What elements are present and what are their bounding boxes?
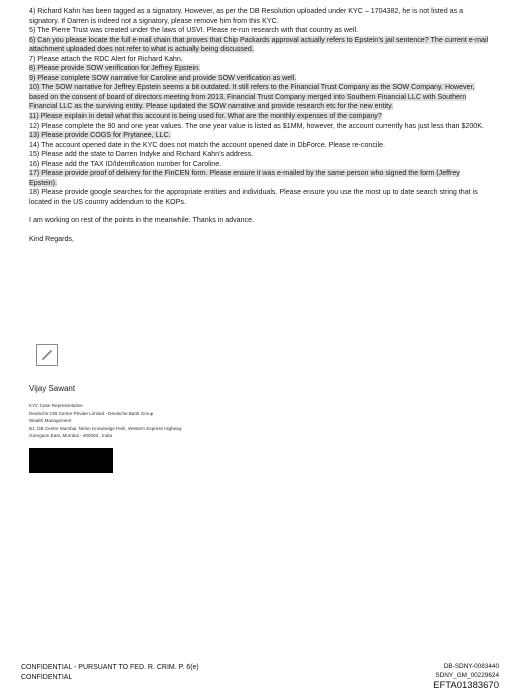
regards-line: Kind Regards, [29,235,74,244]
bates-number-efta: EFTA01383670 [433,680,499,692]
list-item-text: 16) Please add the TAX ID/Identification number for Caroline. [29,159,222,168]
list-item-text: 12) Please complete the 90 and one year values. The one year value is listed as $1MM, however, the account currently has just less than $200K. [29,121,484,130]
email-body [29,7,489,245]
list-item [29,160,489,170]
list-item [29,74,489,84]
list-item [29,64,489,74]
signature-address-2: Goregaon East, Mumbai - 400063 , India [29,433,112,439]
signature-details [29,402,182,440]
signature-company: Deutsche CIB Centre Private Limited - Deutsche Bank Group [29,410,154,416]
list-item-text: 18) Please provide google searches for the appropriate entities and individuals. Please ensure you use the most up to date search string that is located in the US country addendum to the KOPs. [29,188,478,206]
list-item-text: 4) Richard Kahn has been tagged as a signatory. However, as per the DB Resolution uploaded under KYC – 1704382, he is not listed as a signatory. If Darren is indeed not a signatory, please remove him from this KYC. [29,7,464,25]
list-item-text: 17) Please provide proof of delivery for the FinCEN form. Please ensure it was e-mailed by the same person who signed the form (Jeffrey Epstein). [29,169,460,187]
list-item [29,26,489,36]
bates-number-db: DB-SDNY-0083440 [443,663,499,670]
kyc-comment-list [29,7,489,207]
list-item [29,7,489,26]
list-item-text: 15) Please add the state to Darren Indyke and Richard Kahn’s address. [29,150,254,159]
closing-note: I am working on rest of the points in the meanwhile. Thanks in advance. [29,216,255,225]
list-item [29,131,489,141]
list-item [29,83,489,112]
list-item-text: 9) Please complete SOW narrative for Caroline and provide SOW verification as well. [29,73,297,82]
list-item [29,122,489,132]
list-item [29,169,489,188]
list-item-text: 5) The Pierre Trust was created under the laws of USVI. Please re-run research with that country as well. [29,26,359,35]
list-item-text: 13) Please provide COGS for Prytanee, LLC. [29,131,171,140]
list-item [29,141,489,151]
list-item [29,36,489,55]
logo-slash-icon [37,345,57,365]
redaction-block [29,448,113,473]
list-item-text: 6) Can you please locate the full e-mail chain that proves that Chip Packards approval actually refers to Epstein’s jail sentence? The current e-mail attachment uploaded does not refer to what is actually being discussed. [29,35,489,54]
signature-division: Wealth Management [29,418,72,424]
list-item [29,188,489,207]
bates-number-sdny: SDNY_GM_00229624 [435,671,499,679]
footer-bates [433,663,499,691]
deutsche-bank-logo-icon [36,344,58,366]
list-item-text: 8) Please provide SOW verification for Jeffrey Epstein. [29,64,200,73]
signature-title: KYC Case Representative [29,403,83,408]
footer-confidential [21,663,199,683]
footer-confidential-line-2: CONFIDENTIAL [21,674,73,681]
signature-address-1: B1, DB Centre Mumbai, Nirlon Knowledge Park, Western Express Highway [29,425,182,431]
list-item [29,55,489,65]
list-item-text: 7) Please attach the RDC Alert for Richard Kahn. [29,54,183,63]
list-item-text: 11) Please explain in detail what this account is being used for. What are the monthly expenses of the company? [29,112,382,121]
footer-confidential-line-1: CONFIDENTIAL - PURSUANT TO FED. R. CRIM. P. 6(e) [21,664,199,671]
list-item [29,150,489,160]
list-item-text: 10) The SOW narrative for Jeffrey Epstein seems a bit outdated. It still refers to the Financial Trust Company as the SOW Company. However, based on the consent of board of directors meeting from 2013, Financial Trust Company merged into Southern Financial LLC with Southern Financial LLC as the surviving entity. Please updated the SOW narrative and provide research etc for the new entity. [29,83,475,111]
list-item-text: 14) The account opened date in the KYC does not match the account opened date in DbForce. Please re-concile. [29,140,385,149]
signature-name: Vijay Sawant [29,384,76,393]
list-item [29,112,489,122]
